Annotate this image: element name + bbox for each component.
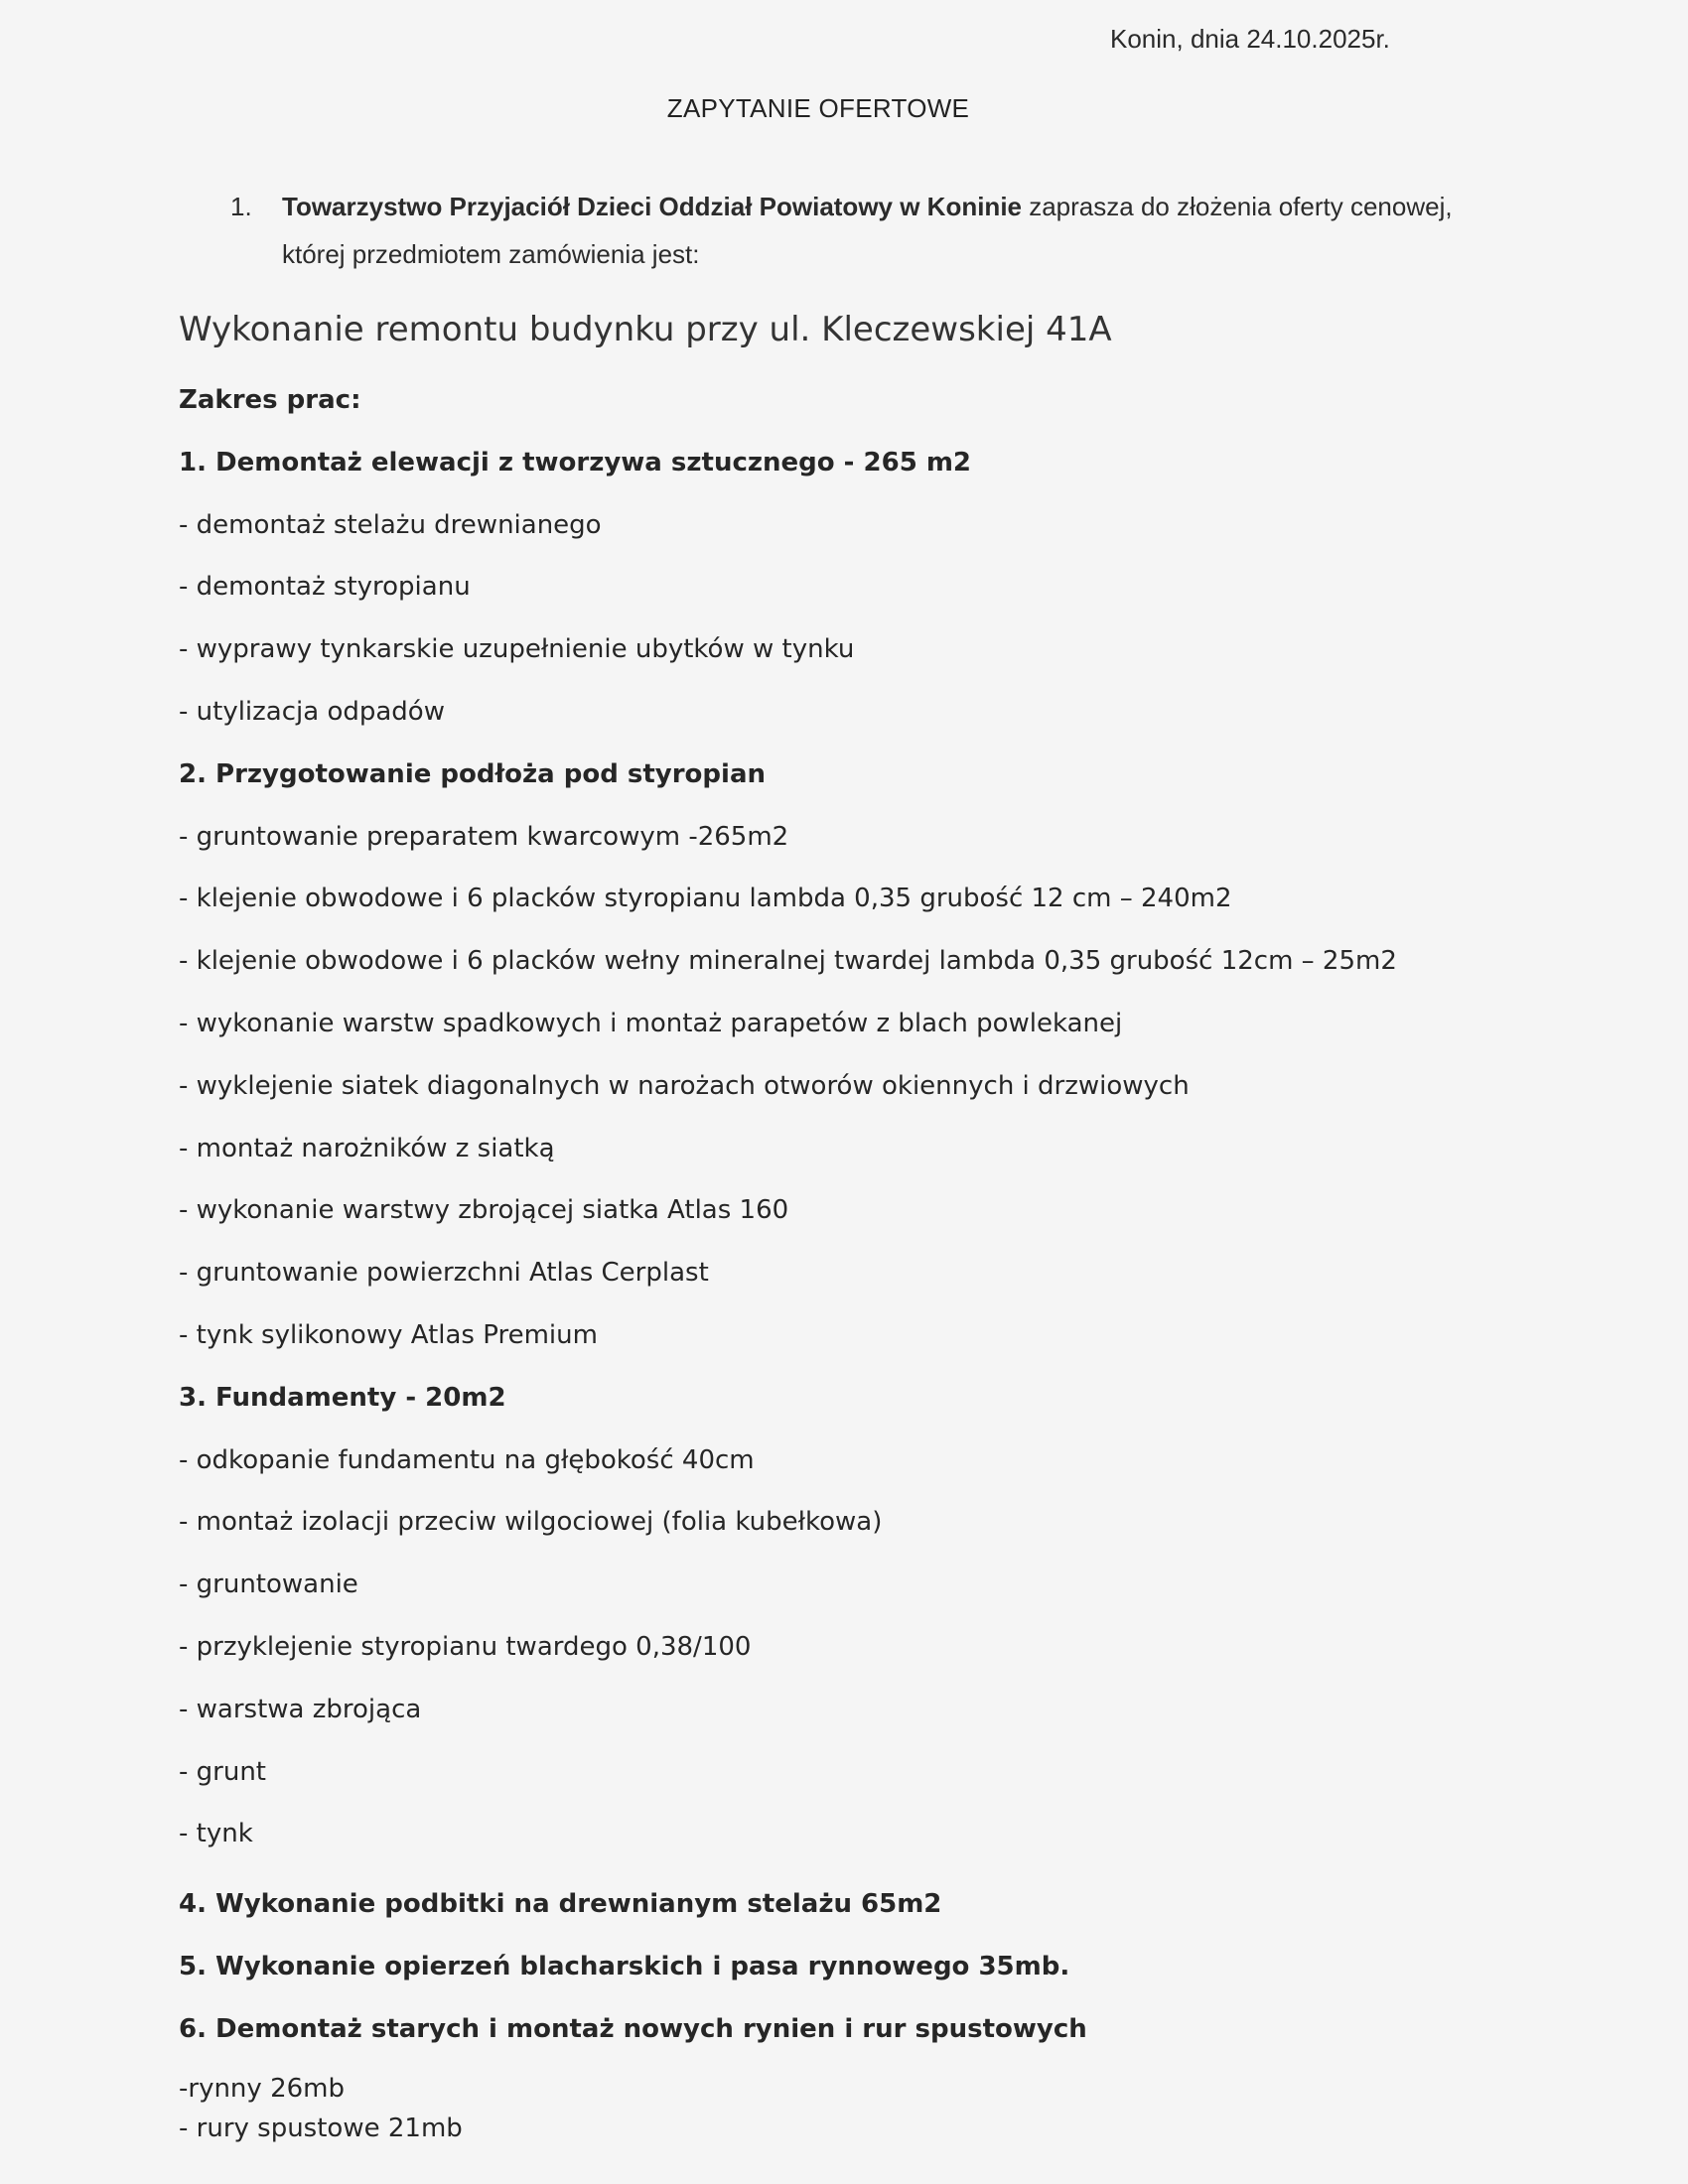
list-item: - montaż narożników z siatką <box>179 1133 555 1163</box>
intro-text <box>282 183 1462 278</box>
list-item: -rynny 26mb <box>179 2073 345 2104</box>
section-heading: 4. Wykonanie podbitki na drewnianym stelażu 65m2 <box>179 1889 942 1920</box>
document-date: Konin, dnia 24.10.2025r. <box>1110 24 1390 54</box>
list-item: - utylizacja odpadów <box>179 696 445 727</box>
intro-text-rest: zaprasza do złożenia oferty cenowej, której przedmiotem zamówienia jest: <box>282 192 1453 269</box>
list-item: - wyklejenie siatek diagonalnych w narożach otworów okiennych i drzwiowych <box>179 1070 1190 1101</box>
section-heading: 2. Przygotowanie podłoża pod styropian <box>179 758 766 789</box>
document-title: ZAPYTANIE OFERTOWE <box>666 93 970 123</box>
list-item: - rury spustowe 21mb <box>179 2113 463 2143</box>
document-body <box>179 306 1470 2148</box>
order-subject: Wykonanie remontu budynku przy ul. Kleczewskiej 41A <box>179 310 1112 349</box>
intro-paragraph <box>230 183 1462 278</box>
list-item: - wyprawy tynkarskie uzupełnienie ubytków w tynku <box>179 634 855 665</box>
list-item: - klejenie obwodowe i 6 placków styropianu lambda 0,35 grubość 12 cm – 240m2 <box>179 884 1232 914</box>
section-heading: 3. Fundamenty - 20m2 <box>179 1382 506 1413</box>
list-item: - gruntowanie preparatem kwarcowym -265m2 <box>179 821 789 852</box>
list-item: - tynk sylikonowy Atlas Premium <box>179 1319 598 1350</box>
scope-heading: Zakres prac: <box>179 385 361 415</box>
section-heading: 6. Demontaż starych i montaż nowych rynien i rur spustowych <box>179 2013 1087 2044</box>
list-item: - wykonanie warstw spadkowych i montaż parapetów z blach powlekanej <box>179 1008 1123 1038</box>
list-item: - demontaż styropianu <box>179 572 471 603</box>
intro-number: 1. <box>230 192 252 221</box>
list-item: - tynk <box>179 1819 253 1849</box>
list-item: - demontaż stelażu drewnianego <box>179 509 602 540</box>
list-item: - przyklejenie styropianu twardego 0,38/100 <box>179 1631 752 1662</box>
list-item: - montaż izolacji przeciw wilgociowej (folia kubełkowa) <box>179 1507 883 1538</box>
list-item: - odkopanie fundamentu na głębokość 40cm <box>179 1444 755 1475</box>
section-heading: 5. Wykonanie opierzeń blacharskich i pasa rynnowego 35mb. <box>179 1951 1070 1981</box>
list-item: - klejenie obwodowe i 6 placków wełny mineralnej twardej lambda 0,35 grubość 12cm – 25m2 <box>179 946 1397 977</box>
section-heading: 1. Demontaż elewacji z tworzywa sztucznego - 265 m2 <box>179 447 972 478</box>
list-item: - grunt <box>179 1756 266 1787</box>
list-item: - warstwa zbrojąca <box>179 1694 422 1724</box>
list-item: - gruntowanie powierzchni Atlas Cerplast <box>179 1258 709 1289</box>
organization-name: Towarzystwo Przyjaciół Dzieci Oddział Powiatowy w Koninie <box>282 192 1022 221</box>
list-item: - gruntowanie <box>179 1570 358 1600</box>
list-item: - wykonanie warstwy zbrojącej siatka Atlas 160 <box>179 1195 789 1226</box>
